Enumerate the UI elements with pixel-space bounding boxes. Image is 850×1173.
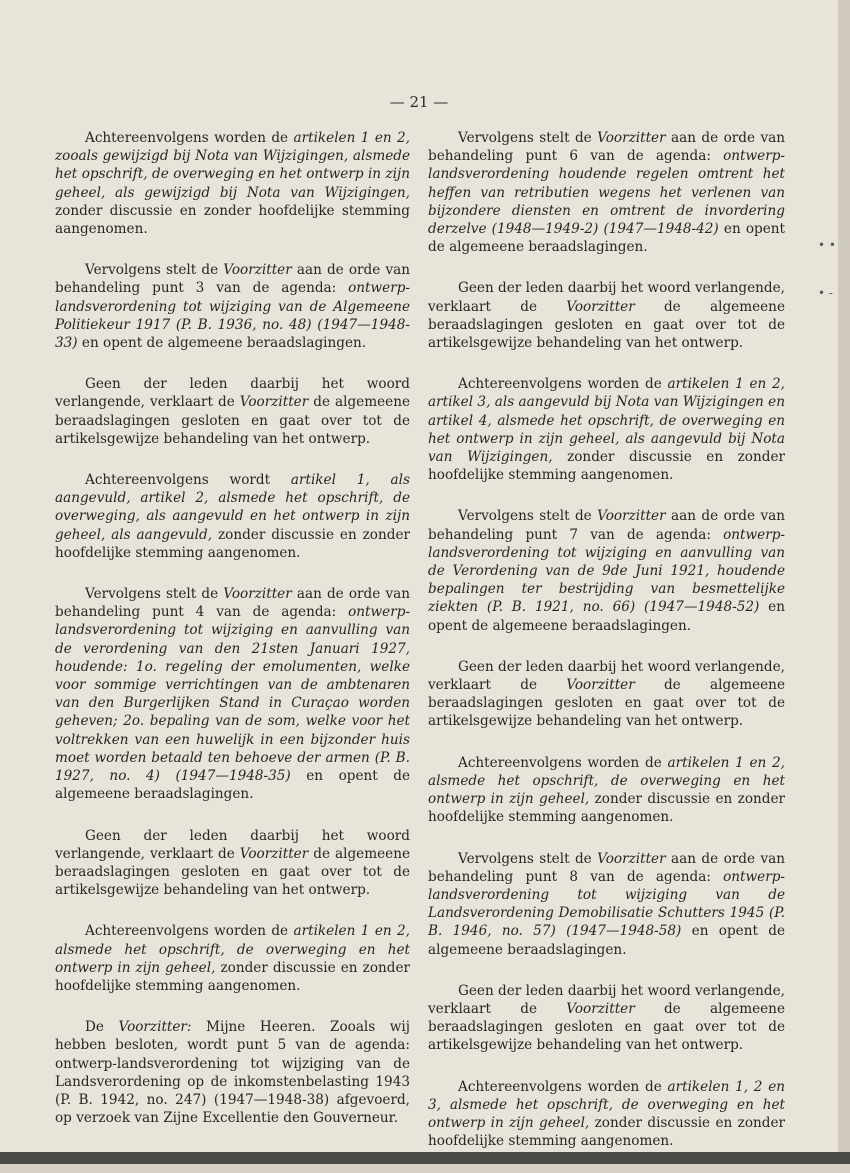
margin-dots: • • [818, 238, 836, 252]
text: Geen der leden daarbij het woord verlangende, verklaart de [428, 280, 785, 315]
paragraph [55, 471, 410, 562]
text: zonder discussie en zonder hoofdelijke stemming aangenomen. [55, 202, 410, 238]
text: De [85, 1019, 119, 1036]
paragraph [428, 1078, 785, 1151]
paragraph [55, 827, 410, 900]
margin-dash: • - [818, 286, 833, 300]
paragraph [428, 375, 785, 484]
scan-edge-bottom [0, 1152, 850, 1164]
left-column [55, 129, 410, 1150]
text: aan de orde van behandeling punt 7 van de agenda: [428, 508, 785, 543]
paragraph [55, 375, 410, 448]
text: Vervolgens stelt de [458, 130, 598, 146]
italic-text: Voorzitter [223, 586, 292, 603]
italic-text: Voorzitter [597, 508, 666, 525]
text: Achtereenvolgens worden de [85, 923, 294, 940]
text: de algemeene beraadslagingen gesloten en gaat over tot de artikelsgewijze behandeling van het ontwerp. [55, 394, 410, 447]
text: Geen der leden daarbij het woord verlangende, verklaart de [428, 982, 785, 1017]
paragraph [428, 507, 785, 634]
italic-text: ontwerp-landsverordening tot wijziging van de Algemeene Politiekeur 1917 (P. B. 1936, no. 48) (1947—1948-33) [55, 280, 410, 352]
text: en opent de algemeene beraadslagingen. [428, 221, 785, 256]
text: de algemeene beraadslagingen gesloten en gaat over tot de artikelsgewijze behandeling van het ontwerp. [428, 1000, 785, 1054]
text: Vervolgens stelt de [458, 850, 598, 867]
text: Geen der leden daarbij het woord verlangende, verklaart de [55, 376, 410, 411]
italic-text: artikelen 1 en 2, artikel 3, als aangevuld bij Nota van Wijzigingen en artikel 4, alsmede het opschrift, de overweging en het ontwerp in zijn geheel, als aangevuld bij Nota van Wijzigingen, [428, 376, 785, 466]
italic-text: Voorzitter [239, 394, 309, 411]
text: Achtereenvolgens wordt [85, 472, 291, 489]
paragraph [428, 129, 785, 256]
text: Achtereenvolgens worden de [458, 1078, 668, 1095]
paragraph [55, 585, 410, 803]
paragraph [55, 922, 410, 995]
text: aan de orde van behandeling punt 8 van de agenda: [428, 850, 785, 885]
paragraph [55, 129, 410, 238]
text: zonder discussie en zonder hoofdelijke stemming aangenomen. [428, 449, 785, 484]
paragraph [55, 1018, 410, 1127]
paragraph [428, 982, 785, 1055]
text: zonder discussie en zonder hoofdelijke stemming aangenomen. [428, 791, 786, 826]
text: Vervolgens stelt de [85, 262, 224, 279]
paragraph [428, 658, 785, 731]
italic-text: ontwerp-landsverordening tot wijziging en aanvulling van de Verordening van de 9de Juni 1921, houdende bepalingen ter bestrijding van besmettelijke ziekten (P. B. 1921, no. 66) (1947—1948-52) [428, 526, 785, 616]
italic-text: Voorzitter: [118, 1019, 192, 1036]
italic-text: Voorzitter [566, 677, 635, 694]
text: zonder discussie en zonder hoofdelijke stemming aangenomen. [55, 526, 410, 561]
text: de algemeene beraadslagingen gesloten en gaat over tot de artikelsgewijze behandeling van het ontwerp. [428, 677, 785, 730]
italic-text: Voorzitter [597, 850, 666, 867]
italic-text: Voorzitter [239, 845, 309, 862]
italic-text: ontwerp-landsverordening tot wijziging en aanvulling van de verordening van den 21sten Januari 1927, houdende: 1o. regeling der emolumenten, welke voor sommige verrichtingen van de ambtenaren van den Burgerlijken Stand in Curaçao worden geheven; 2o. bepaling van de som, welke voor het voltrekken van een huwelijk in een bijzonder huis moet worden betaald ten behoeve der armen (P. B. 1927, no. 4) (1947—1948-35) [55, 604, 410, 785]
italic-text: Voorzitter [566, 1000, 635, 1017]
paragraph [428, 279, 785, 352]
text: aan de orde van behandeling punt 6 van de agenda: [428, 130, 785, 165]
text: Achtereenvolgens worden de [458, 376, 668, 393]
italic-text: Voorzitter [223, 262, 292, 279]
text: zonder discussie en zonder hoofdelijke stemming aangenomen. [55, 959, 411, 994]
page-number: — 21 — [389, 93, 449, 111]
text: en opent de algemeene beraadslagingen. [428, 599, 785, 634]
text: Achtereenvolgens worden de [85, 130, 294, 146]
paragraph [55, 261, 410, 352]
italic-text: artikelen 1 en 2, alsmede het opschrift, de overweging en het ontwerp in zijn geheel, [55, 923, 410, 976]
text: aan de orde van behandeling punt 4 van de agenda: [55, 586, 410, 621]
text: en opent de algemeene beraadslagingen. [77, 335, 367, 352]
right-column [428, 129, 785, 1173]
italic-text: artikelen 1 en 2, alsmede het opschrift, de overweging en het ontwerp in zijn geheel, [428, 754, 785, 808]
text: en opent de algemeene beraadslagingen. [55, 768, 410, 803]
text: zonder discussie en zonder hoofdelijke stemming aangenomen. [428, 1114, 786, 1150]
text: aan de orde van behandeling punt 3 van de agenda: [55, 262, 410, 297]
italic-text: Voorzitter [566, 298, 635, 315]
text: de algemeene beraadslagingen gesloten en gaat over tot de artikelsgewijze behandeling van het ontwerp. [55, 845, 410, 899]
text: Vervolgens stelt de [85, 586, 224, 603]
italic-text: ontwerp-landsverordening houdende regelen omtrent het heffen van retributien wegens het verlenen van bijzondere diensten en omtrent de invordering derzelve (1948—1949-2) (1947—1948-42) [428, 148, 785, 238]
italic-text: Voorzitter [597, 130, 666, 146]
paragraph [428, 754, 785, 827]
text: Vervolgens stelt de [458, 508, 598, 525]
text: Achtereenvolgens worden de [458, 754, 668, 771]
italic-text: artikelen 1, 2 en 3, alsmede het opschrift, de overweging en het ontwerp in zijn geheel, [428, 1078, 785, 1131]
text: Geen der leden daarbij het woord verlangende, verklaart de [55, 827, 410, 862]
italic-text: artikelen 1 en 2, zooals gewijzigd bij Nota van Wijzigingen, alsmede het opschrift, de overweging en het ontwerp in zijn geheel, als gewijzigd bij Nota van Wijzigingen, [55, 130, 410, 201]
text: en opent de algemeene beraadslagingen. [428, 923, 785, 958]
italic-text: artikel 1, als aangevuld, artikel 2, alsmede het opschrift, de overweging, als aangevuld en het ontwerp in zijn geheel, als aangevuld, [55, 472, 410, 543]
text: Geen der leden daarbij het woord verlangende, verklaart de [428, 658, 785, 694]
text: de algemeene beraadslagingen gesloten en gaat over tot de artikelsgewijze behandeling van het ontwerp. [428, 298, 785, 352]
paragraph [428, 850, 785, 959]
italic-text: ontwerp-landsverordening tot wijziging van de Landsverordening Demobilisatie Schutters 1945 (P. B. 1946, no. 57) (1947—1948-58) [428, 868, 785, 940]
scan-edge-right [838, 0, 850, 1152]
text: Mijne Heeren. Zooals wij hebben besloten, wordt punt 5 van de agenda: ontwerp-landsverordening tot wijziging van de Landsverordening op de inkomstenbelasting 1943 (P. B. 1942, no. 247) (1947—1948-38) afgevoerd, op verzoek van Zijne Excellentie den Gouverneur. [55, 1019, 410, 1127]
